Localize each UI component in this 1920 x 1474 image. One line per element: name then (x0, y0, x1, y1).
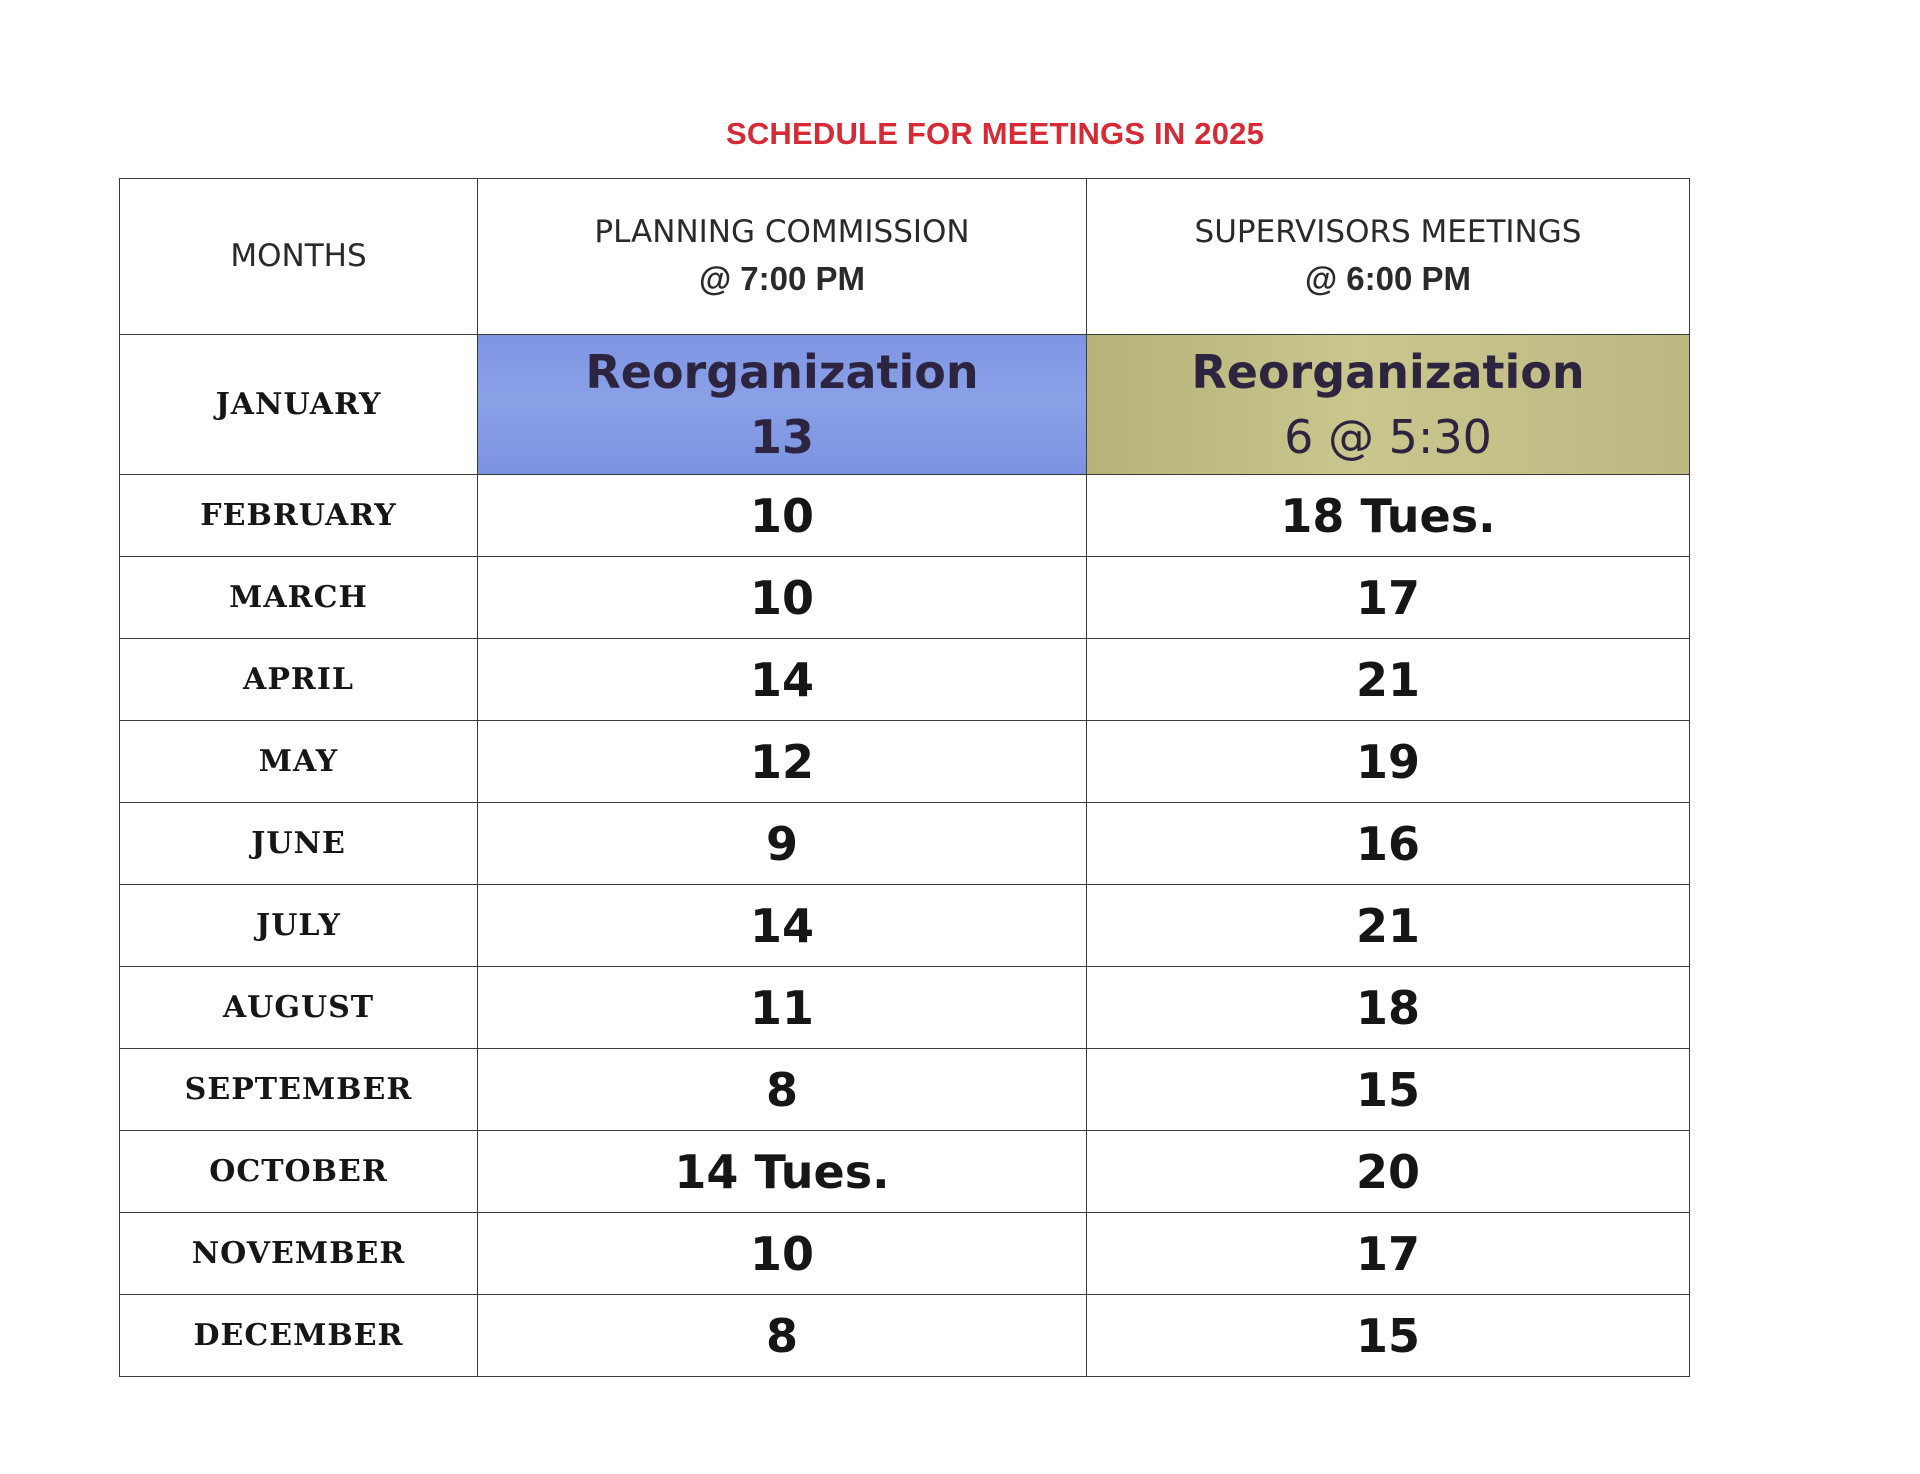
supervisors-header-label: SUPERVISORS MEETINGS (1194, 214, 1582, 251)
supervisors-date-cell: 16 (1087, 803, 1690, 885)
meeting-schedule-table (119, 178, 1690, 1377)
planning-date-cell: 10 (478, 557, 1087, 639)
table-row (120, 803, 1690, 885)
supervisors-date-cell: 15 (1087, 1295, 1690, 1377)
planning-commission-column-header (478, 179, 1087, 335)
month-cell: DECEMBER (120, 1295, 478, 1377)
table-row (120, 885, 1690, 967)
table-row-january (120, 335, 1690, 475)
table-row (120, 1131, 1690, 1213)
planning-date-cell: 8 (478, 1295, 1087, 1377)
month-cell: MARCH (120, 557, 478, 639)
supervisors-date-cell: 18 (1087, 967, 1690, 1049)
months-header-label: MONTHS (230, 238, 367, 275)
planning-date-cell: 8 (478, 1049, 1087, 1131)
supervisors-reorganization-cell (1087, 335, 1690, 475)
supervisors-date-cell: 18 Tues. (1087, 475, 1690, 557)
table-row (120, 475, 1690, 557)
planning-date-cell: 12 (478, 721, 1087, 803)
supervisors-date-cell: 17 (1087, 1213, 1690, 1295)
supervisors-date-cell: 15 (1087, 1049, 1690, 1131)
months-column-header (120, 179, 478, 335)
planning-commission-header-time: @ 7:00 PM (698, 260, 866, 298)
month-cell: SEPTEMBER (120, 1049, 478, 1131)
supervisors-date-cell: 17 (1087, 557, 1690, 639)
planning-date-cell: 14 (478, 885, 1087, 967)
table-row (120, 1213, 1690, 1295)
table-row (120, 557, 1690, 639)
planning-reorganization-date: 13 (749, 409, 814, 464)
planning-date-cell: 14 (478, 639, 1087, 721)
table-row (120, 639, 1690, 721)
supervisors-column-header (1087, 179, 1690, 335)
month-cell: NOVEMBER (120, 1213, 478, 1295)
planning-date-cell: 14 Tues. (478, 1131, 1087, 1213)
table-row (120, 967, 1690, 1049)
month-cell: JUNE (120, 803, 478, 885)
supervisors-date-cell: 21 (1087, 639, 1690, 721)
planning-reorganization-label: Reorganization (585, 345, 979, 400)
month-cell: APRIL (120, 639, 478, 721)
planning-date-cell: 11 (478, 967, 1087, 1049)
supervisors-date-cell: 21 (1087, 885, 1690, 967)
month-cell: MAY (120, 721, 478, 803)
planning-date-cell: 10 (478, 1213, 1087, 1295)
planning-date-cell: 10 (478, 475, 1087, 557)
page-title: SCHEDULE FOR MEETINGS IN 2025 (725, 116, 1265, 151)
table-row (120, 1295, 1690, 1377)
supervisors-date-cell: 20 (1087, 1131, 1690, 1213)
table-row (120, 1049, 1690, 1131)
supervisors-header-time: @ 6:00 PM (1304, 260, 1472, 298)
month-cell: AUGUST (120, 967, 478, 1049)
planning-reorganization-cell (478, 335, 1087, 475)
supervisors-reorganization-date: 6 @ 5:30 (1284, 409, 1492, 464)
month-cell: JANUARY (120, 335, 478, 475)
supervisors-reorganization-label: Reorganization (1191, 345, 1585, 400)
month-cell: OCTOBER (120, 1131, 478, 1213)
supervisors-date-cell: 19 (1087, 721, 1690, 803)
month-cell: FEBRUARY (120, 475, 478, 557)
header-row (120, 179, 1690, 335)
table-row (120, 721, 1690, 803)
planning-date-cell: 9 (478, 803, 1087, 885)
month-cell: JULY (120, 885, 478, 967)
planning-commission-header-label: PLANNING COMMISSION (594, 214, 970, 251)
